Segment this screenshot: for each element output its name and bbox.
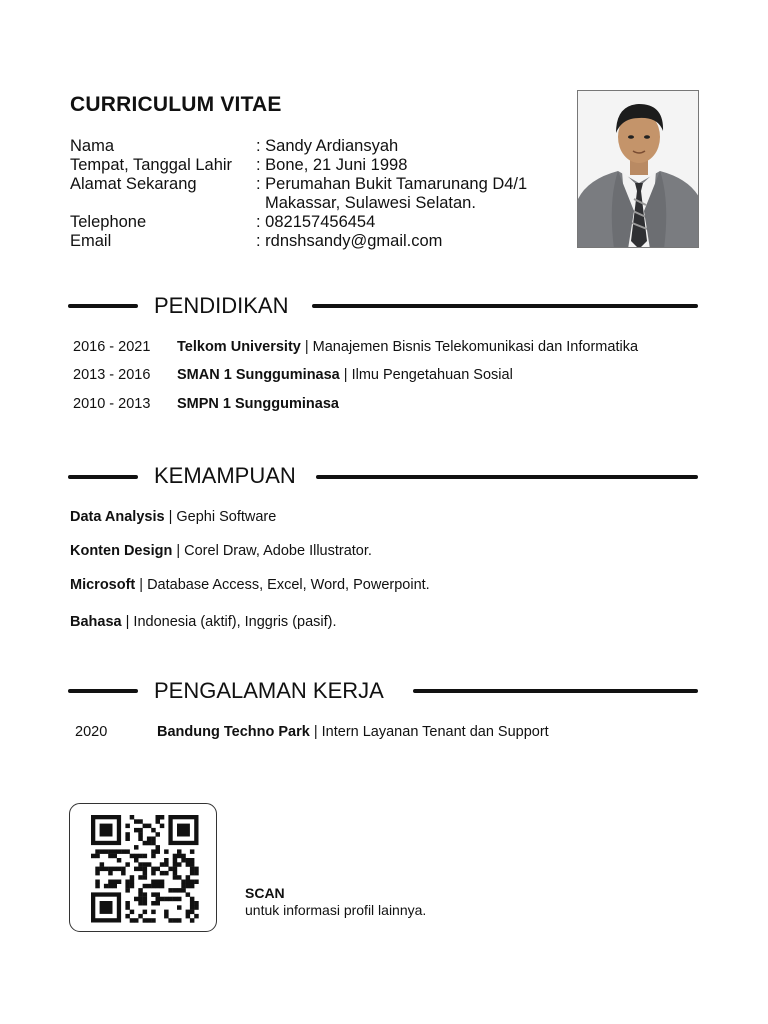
education-years: 2016 - 2021 (73, 339, 151, 355)
work-detail: | Intern Layanan Tenant dan Support (309, 724, 549, 740)
skill-name: Data Analysis (70, 509, 165, 525)
education-years: 2013 - 2016 (73, 367, 151, 383)
info-label: Telephone (70, 213, 147, 231)
info-label: Email (70, 232, 112, 250)
info-value: : rdnshsandy@gmail.com (256, 232, 443, 250)
info-value: : Bone, 21 Juni 1998 (256, 156, 408, 174)
education-school: SMPN 1 Sungguminasa (177, 396, 339, 412)
skill-name: Bahasa (70, 614, 122, 630)
info-label: Nama (70, 137, 115, 155)
page-title: CURRICULUM VITAE (70, 93, 282, 116)
divider-line (316, 475, 698, 479)
skill-detail: | Corel Draw, Adobe Illustrator. (172, 543, 372, 559)
list-item (70, 577, 430, 593)
education-detail: | Manajemen Bisnis Telekomunikasi dan Informatika (300, 339, 639, 355)
info-value: Makassar, Sulawesi Selatan. (265, 194, 476, 212)
skill-detail: | Gephi Software (164, 509, 277, 525)
work-year: 2020 (75, 724, 108, 740)
list-item (70, 509, 276, 525)
section-title: KEMAMPUAN (154, 463, 296, 488)
divider-line (413, 689, 698, 693)
divider-line (68, 689, 138, 693)
person-portrait-icon (578, 91, 699, 248)
info-label: Tempat, Tanggal Lahir (70, 156, 233, 174)
divider-line (68, 304, 138, 308)
list-item (70, 614, 337, 630)
education-school: Telkom University (177, 339, 301, 355)
info-value: : 082157456454 (256, 213, 376, 231)
section-title: PENDIDIKAN (154, 293, 289, 318)
education-detail: | Ilmu Pengetahuan Sosial (339, 367, 513, 383)
info-label: Alamat Sekarang (70, 175, 197, 193)
qr-code-card[interactable] (69, 803, 217, 932)
info-value: : Perumahan Bukit Tamarunang D4/1 (256, 175, 528, 193)
info-value: : Sandy Ardiansyah (256, 137, 399, 155)
skill-detail: | Indonesia (aktif), Inggris (pasif). (121, 614, 337, 630)
section-title: PENGALAMAN KERJA (154, 678, 384, 703)
scan-label: SCAN (245, 885, 285, 901)
education-school: SMAN 1 Sungguminasa (177, 367, 340, 383)
scan-subtitle: untuk informasi profil lainnya. (245, 902, 427, 918)
skill-name: Microsoft (70, 577, 136, 593)
divider-line (312, 304, 698, 308)
skill-name: Konten Design (70, 543, 173, 559)
profile-photo (577, 90, 699, 248)
qr-code-icon (70, 804, 218, 933)
skill-detail: | Database Access, Excel, Word, Powerpoint. (135, 577, 430, 593)
list-item (70, 543, 372, 559)
divider-line (68, 475, 138, 479)
work-company: Bandung Techno Park (157, 724, 310, 740)
education-years: 2010 - 2013 (73, 396, 151, 412)
